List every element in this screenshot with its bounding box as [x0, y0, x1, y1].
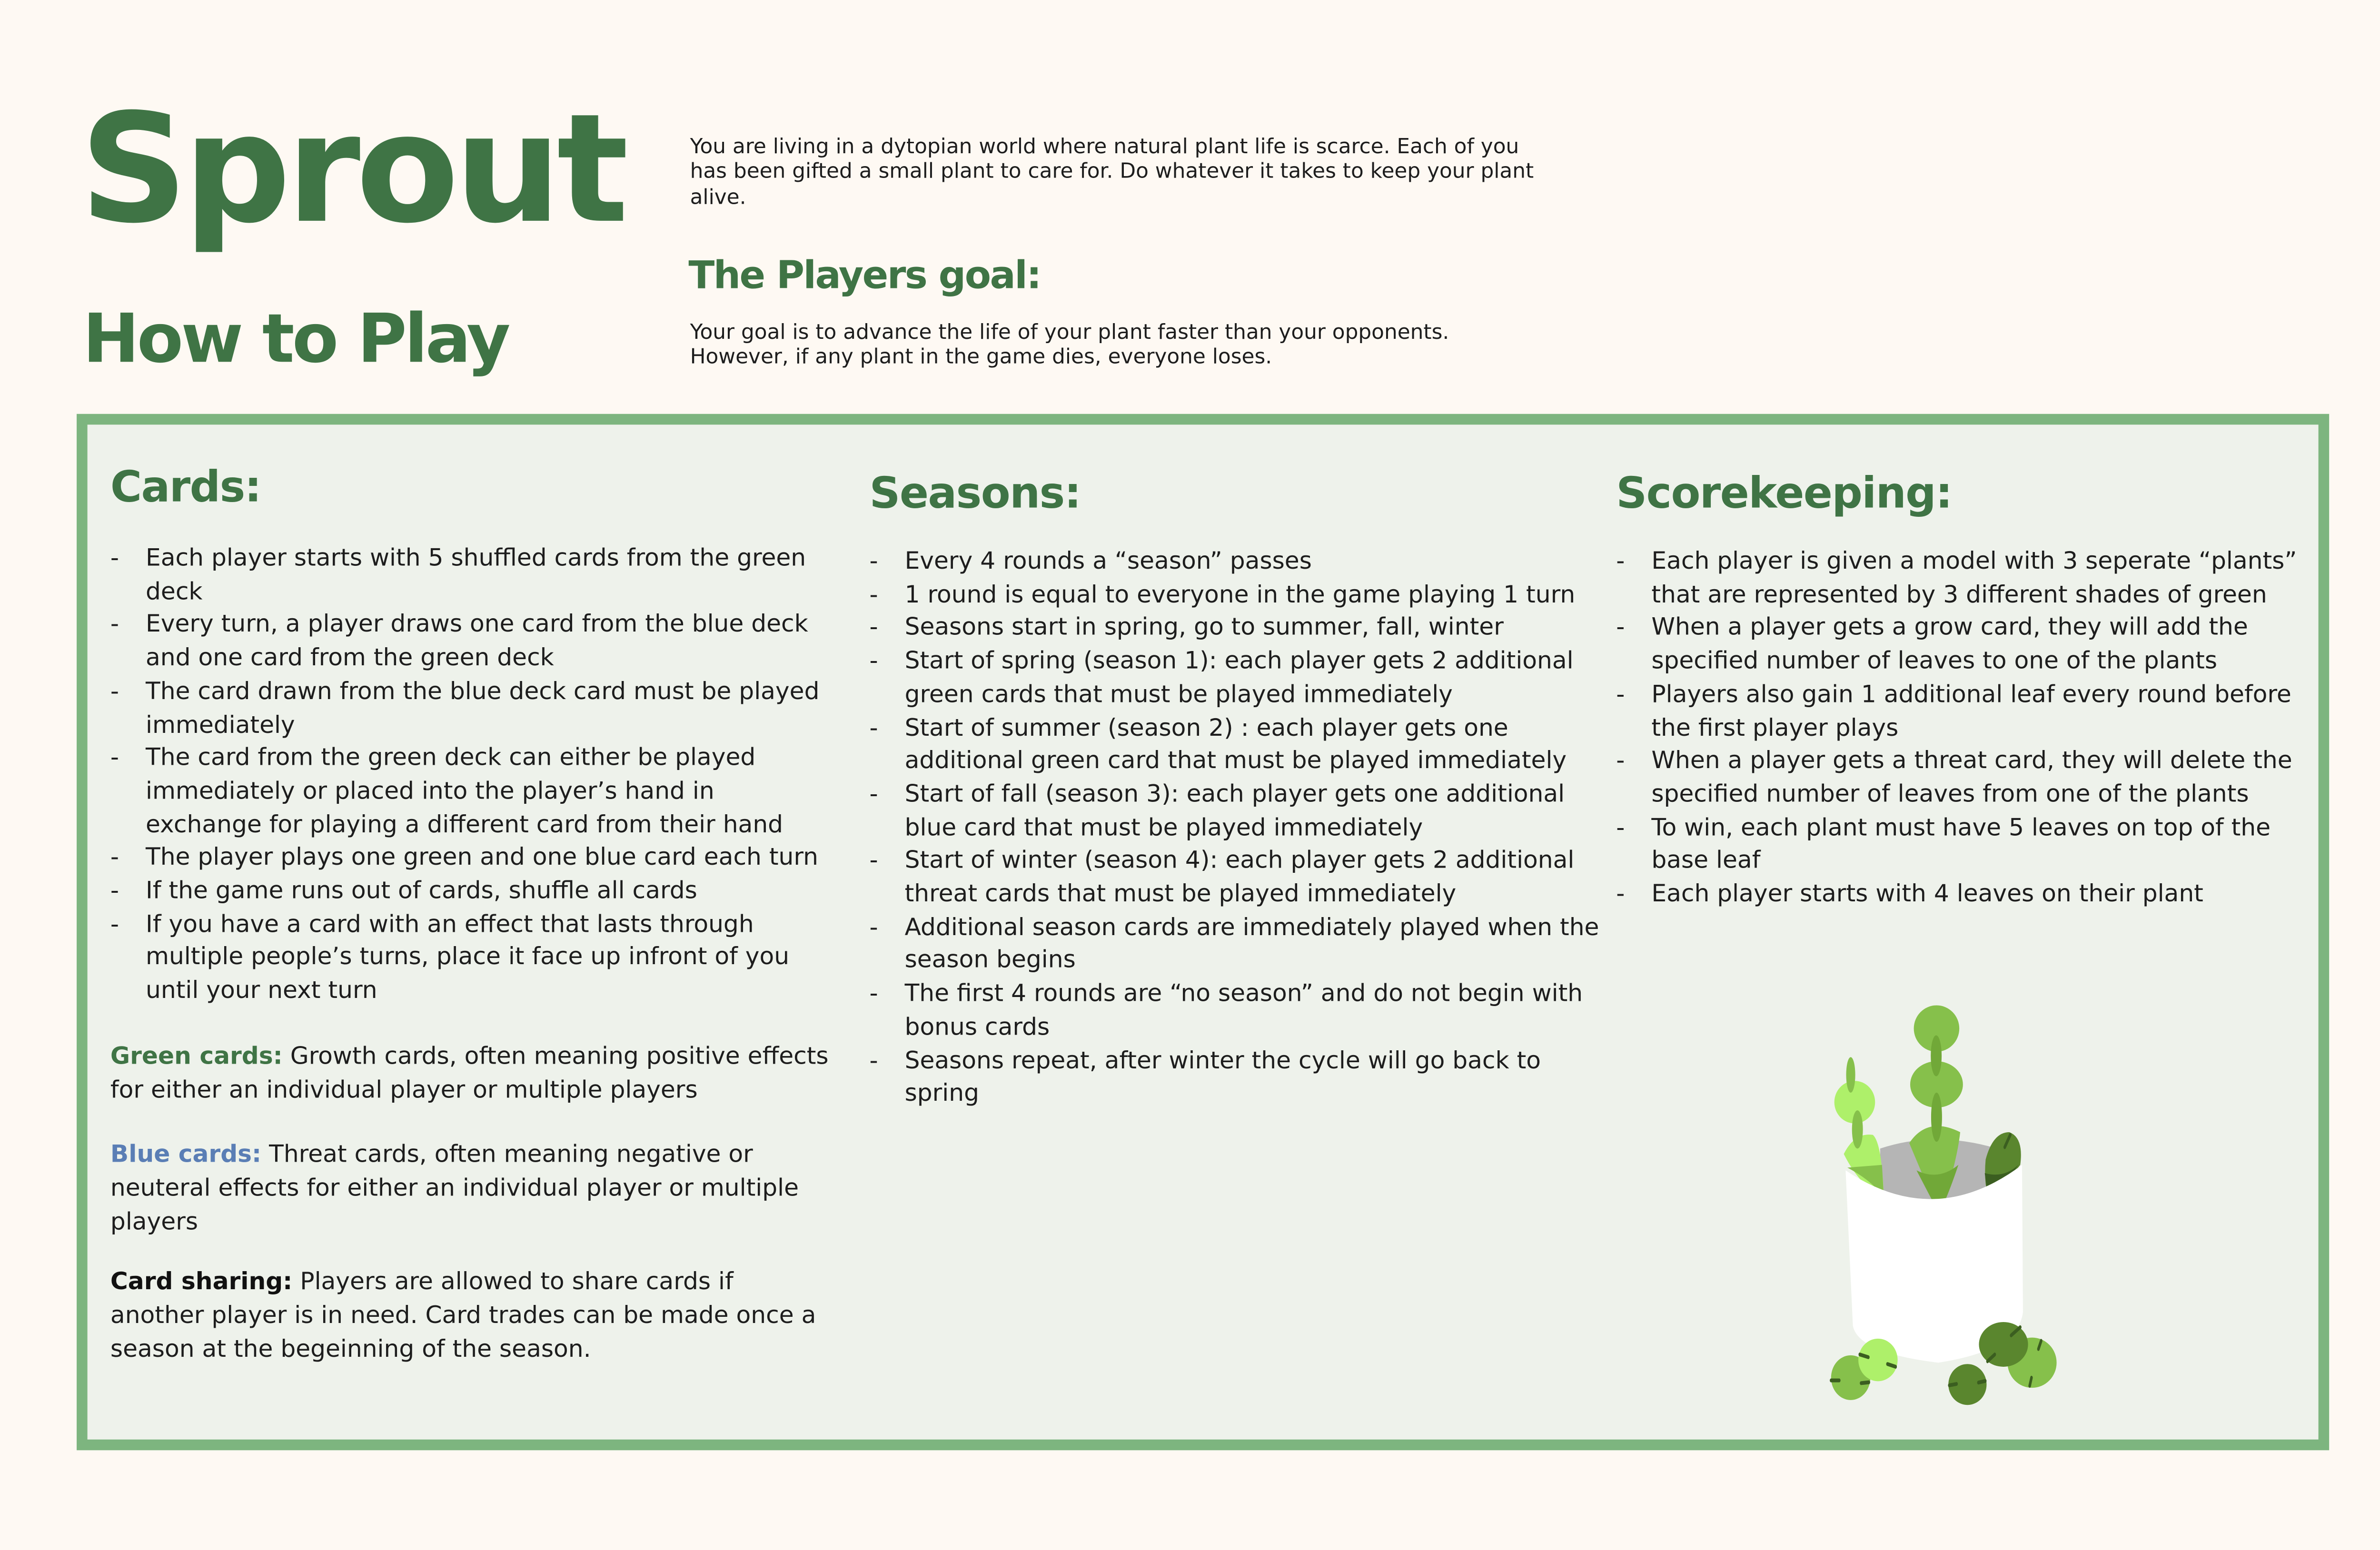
intro-text: You are living in a dytopian world where natural plant life is scarce. Each of you has been gifted a small plant to care for. Do whatever it takes to keep your plant alive.	[690, 135, 1534, 210]
list-item: - Seasons start in spring, go to summer, fall, winter	[869, 612, 1605, 646]
green-cards-text: Growth cards, often meaning positive effects for either an individual player or multiple players	[110, 1042, 829, 1103]
blue-cards-note	[110, 1139, 831, 1239]
list-item: - The player plays one green and one blue card each turn	[110, 842, 831, 876]
goal-heading: The Players goal:	[688, 253, 1041, 297]
list-item: - 1 round is equal to everyone in the game playing 1 turn	[869, 579, 1605, 612]
cards-list	[110, 543, 831, 1008]
rules-panel	[77, 414, 2329, 1451]
list-item: - If the game runs out of cards, shuffle all cards	[110, 875, 831, 908]
list-item: - Start of summer (season 2) : each player gets one additional green card that must be played immediately	[869, 712, 1605, 779]
list-item: - Players also gain 1 additional leaf every round before the first player plays	[1616, 679, 2298, 745]
list-item: - Each player starts with 4 leaves on their plant	[1616, 879, 2298, 912]
list-item: - Each player is given a model with 3 seperate “plants” that are represented by 3 different shades of green	[1616, 546, 2298, 612]
list-item: - Start of winter (season 4): each player gets 2 additional threat cards that must be played immediately	[869, 845, 1605, 912]
scorekeeping-section	[1616, 467, 2298, 911]
seasons-section	[869, 467, 1605, 1111]
list-item: - The card from the green deck can either be played immediately or placed into the player’s hand in exchange for playing a different card from their hand	[110, 742, 831, 842]
list-item: - Every 4 rounds a “season” passes	[869, 546, 1605, 579]
seasons-heading: Seasons:	[869, 467, 1081, 518]
game-title: Sprout	[79, 82, 625, 258]
list-item: - Additional season cards are immediately played when the season begins	[869, 912, 1605, 978]
list-item: - When a player gets a threat card, they will delete the specified number of leaves from one of the plants	[1616, 745, 2298, 812]
list-item: - The card drawn from the blue deck card must be played immediately	[110, 676, 831, 742]
green-cards-note	[110, 1041, 831, 1107]
goal-text: Your goal is to advance the life of your plant faster than your opponents. However, if any plant in the game dies, everyone loses.	[690, 320, 1449, 370]
cards-heading: Cards:	[110, 461, 261, 512]
green-cards-label: Green cards:	[110, 1042, 283, 1070]
list-item: - Seasons repeat, after winter the cycle will go back to spring	[869, 1045, 1605, 1111]
list-item: - Start of fall (season 3): each player gets one additional blue card that must be played immediately	[869, 779, 1605, 845]
scorekeeping-heading: Scorekeeping:	[1616, 467, 1952, 518]
card-sharing-text: Players are allowed to share cards if another player is in need. Card trades can be made once a season at the begeinning of the season.	[110, 1268, 816, 1362]
list-item: - Start of spring (season 1): each player gets 2 additional green cards that must be played immediately	[869, 646, 1605, 712]
list-item: - To win, each plant must have 5 leaves on top of the base leaf	[1616, 812, 2298, 879]
list-item: - When a player gets a grow card, they will add the specified number of leaves to one of the plants	[1616, 612, 2298, 679]
potted-plant-illustration	[1800, 990, 2085, 1418]
list-item: - Every turn, a player draws one card from the blue deck and one card from the green deck	[110, 609, 831, 676]
how-to-play-heading: How to Play	[82, 300, 508, 379]
list-item: - The first 4 rounds are “no season” and do not begin with bonus cards	[869, 978, 1605, 1045]
card-sharing-label: Card sharing:	[110, 1268, 293, 1296]
card-sharing-note	[110, 1267, 831, 1367]
blue-cards-label: Blue cards:	[110, 1141, 262, 1169]
seasons-list	[869, 546, 1605, 1112]
list-item: - Each player starts with 5 shuffled cards from the green deck	[110, 543, 831, 609]
cards-section	[110, 462, 831, 1367]
list-item: - If you have a card with an effect that lasts through multiple people’s turns, place it face up infront of you until your next turn	[110, 908, 831, 1008]
blue-cards-text: Threat cards, often meaning negative or neuteral effects for either an individual player or multiple players	[110, 1141, 799, 1235]
scorekeeping-list	[1616, 546, 2298, 912]
